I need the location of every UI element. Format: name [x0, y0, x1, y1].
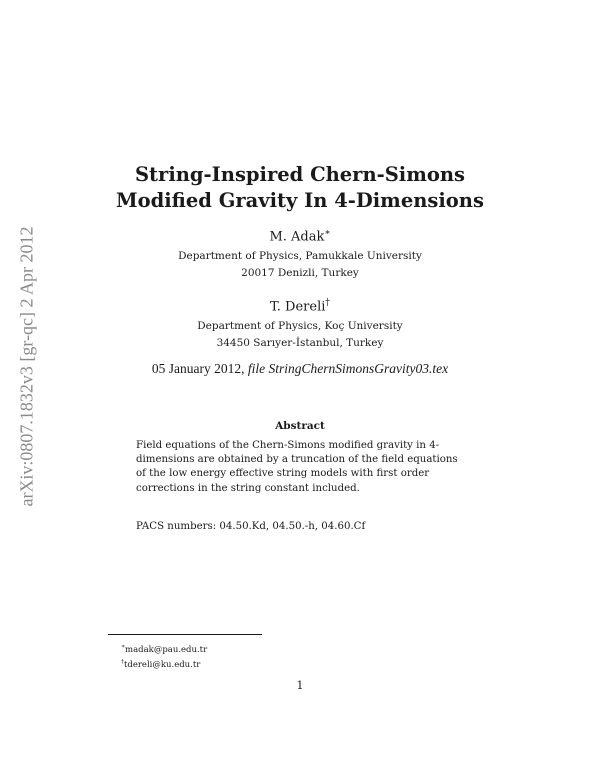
date-line	[100, 361, 500, 377]
footnote-1	[121, 641, 207, 656]
file-name: file StringChernSimonsGravity03.tex	[247, 361, 449, 376]
author-1	[100, 228, 500, 244]
author-2-affiliation	[100, 318, 500, 352]
paper-title	[100, 162, 500, 214]
author-1-address: 20017 Denizli, Turkey	[241, 267, 359, 279]
footnote-rule	[108, 634, 262, 635]
author-1-department: Department of Physics, Pamukkale University	[178, 250, 422, 262]
author-1-affiliation	[100, 248, 500, 282]
footnote-2-mark: †	[121, 658, 124, 666]
arxiv-stamp-text: arXiv:0807.1832v3 [gr-qc] 2 Apr 2012	[16, 225, 37, 507]
footnote-1-email: madak@pau.edu.tr	[125, 644, 208, 655]
footnotes	[121, 641, 207, 672]
author-2-address: 34450 Sarıyer-İstanbul, Turkey	[216, 337, 384, 349]
author-2-footnote-mark: †	[325, 298, 330, 308]
title-line-1: String-Inspired Chern-Simons	[134, 163, 466, 186]
author-2	[100, 298, 500, 314]
footnote-1-mark: ∗	[121, 643, 126, 650]
abstract-text: Field equations of the Chern-Simons modified gravity in 4-dimensions are obtained by a truncation of the field equations of the low energy effective string models with first order corrections in the string constant included.	[136, 440, 458, 494]
arxiv-stamp	[2, 206, 52, 526]
pacs-numbers: PACS numbers: 04.50.Kd, 04.50.-h, 04.60.Cf	[136, 521, 366, 532]
date-text: 05 January 2012,	[151, 361, 245, 376]
footnote-2-email: tdereli@ku.edu.tr	[123, 660, 201, 671]
author-2-department: Department of Physics, Koç University	[197, 320, 403, 332]
footnote-2	[121, 656, 207, 671]
author-2-name: T. Dereli	[270, 299, 326, 315]
author-1-footnote-mark: ∗	[324, 228, 331, 238]
author-1-name: M. Adak	[269, 229, 325, 245]
page-number: 1	[296, 679, 304, 692]
abstract-heading: Abstract	[275, 420, 325, 432]
title-line-2: Modified Gravity In 4-Dimensions	[116, 189, 484, 212]
